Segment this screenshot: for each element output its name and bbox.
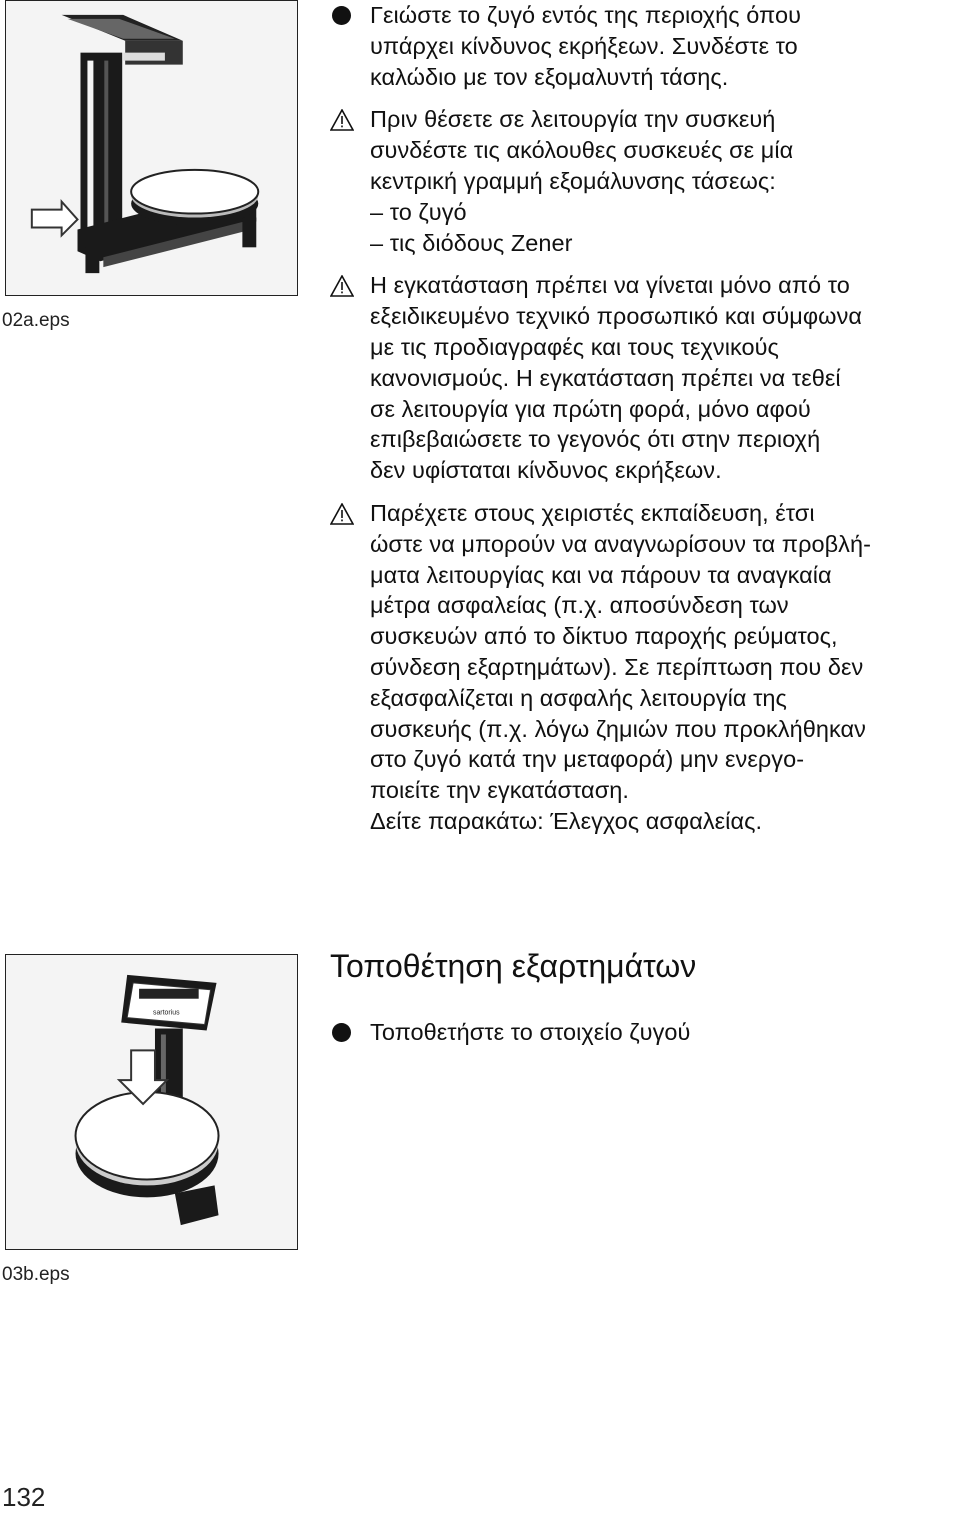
- warning-triangle-icon: [330, 502, 354, 526]
- mounting-section: [330, 1017, 960, 1048]
- brand-label: sartorius: [152, 1009, 180, 1017]
- figure-02a: [5, 0, 298, 296]
- warning-paragraph: Πριν θέσετε σε λειτουργία την συσκευή συνδέστε τις ακόλουθες συσκευές σε μία κεντρική γραμμή εξομάλυνσης τάσεως: – το ζυγό – τις διόδους Zener: [330, 104, 960, 258]
- warning-triangle-icon: [330, 274, 354, 298]
- figure-caption: 02a.eps: [2, 310, 70, 331]
- warning-triangle-icon: [330, 108, 354, 132]
- instructions-section: [330, 0, 960, 837]
- instruction-paragraph: Γειώστε το ζυγό εντός της περιοχής όπου υπάρχει κίνδυνος εκρήξεων. Συνδέστε το καλώδιο με τον εξομαλυντή τάσης.: [330, 0, 960, 92]
- warning-paragraph: Παρέχετε στους χειριστές εκπαίδευση, έτσι ώστε να μπορούν να αναγνωρίσουν τα προβλή- ματα λειτουργίας και να πάρουν τα αναγκαία μέτρα ασφαλείας (π.χ. αποσύνδεση των συσκευών από το δίκτυο παροχής ρεύματος, σύνδεση εξαρτημάτων). Σε περίπτωση που δεν εξασφαλίζεται η ασφαλής λειτουργία της συσκευής (π.χ. λόγω ζημιών που προκλήθηκαν στο ζυγό κατά την μεταφορά) μην ενεργο- ποιείτε την εγκατάσταση. Δείτε παρακάτω: Έλεγχος ασφαλείας.: [330, 498, 960, 837]
- warning-paragraph: Η εγκατάσταση πρέπει να γίνεται μόνο από το εξειδικευμένο τεχνικό προσωπικό και σύμφωνα με τις προδιαγραφές και τους τεχνικούς κανονισμούς. Η εγκατάσταση πρέπει να τεθεί σε λειτουργία για πρώτη φορά, μόνο αφού επιβεβαιώσετε το γεγονός ότι στην περιοχή δεν υφίσταται κίνδυνος εκρήξεων.: [330, 270, 960, 486]
- scale-with-down-arrow-illustration-icon: [6, 955, 297, 1249]
- bullet-icon: [332, 6, 351, 25]
- section-heading: Τοποθέτηση εξαρτημάτων: [330, 948, 697, 984]
- figure-03b: [5, 954, 298, 1250]
- scale-with-arrow-illustration-icon: [6, 1, 297, 295]
- instruction-paragraph: Τοποθετήστε το στοιχείο ζυγού: [330, 1017, 960, 1048]
- page-number: 132: [2, 1482, 46, 1512]
- figure-caption: 03b.eps: [2, 1264, 70, 1285]
- bullet-icon: [332, 1023, 351, 1042]
